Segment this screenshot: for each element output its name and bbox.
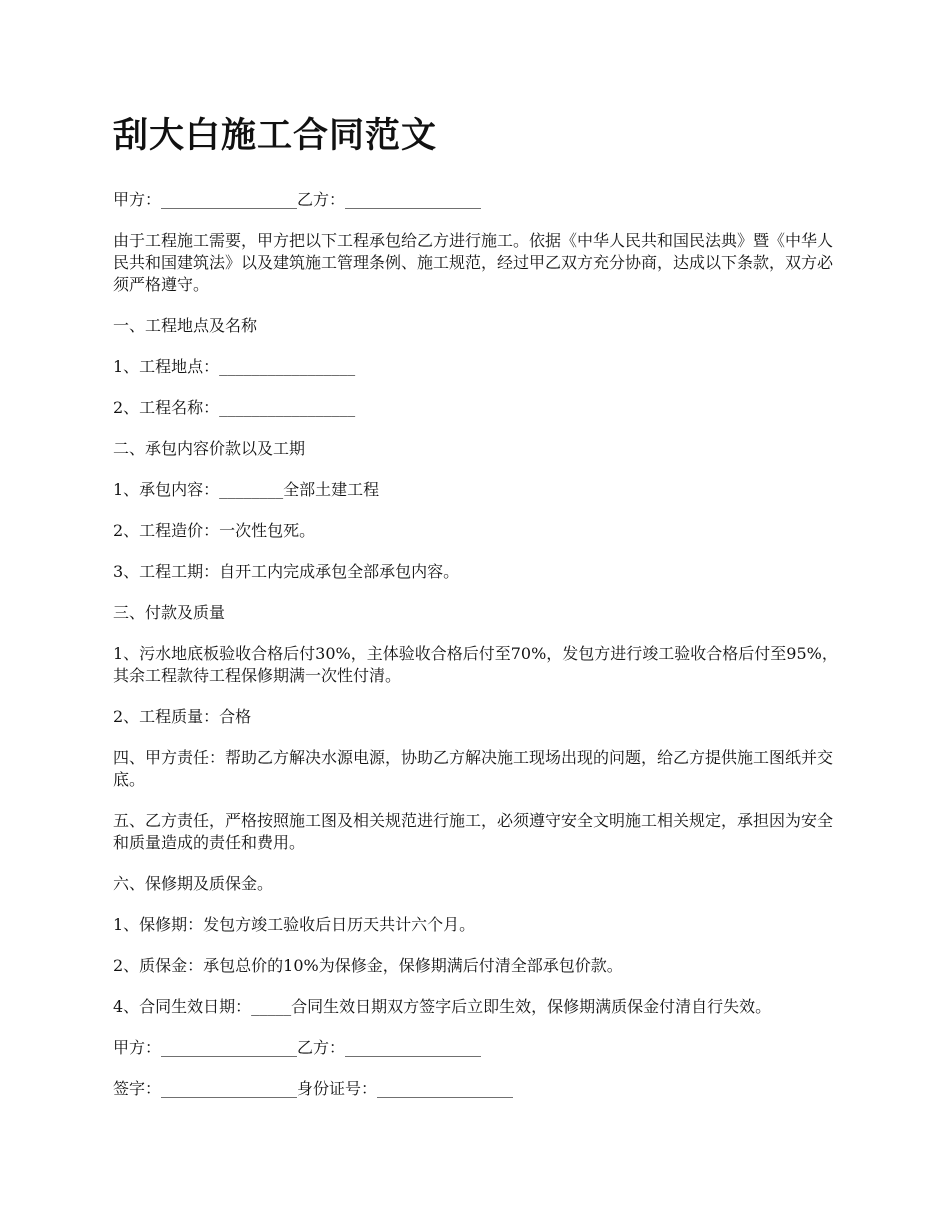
section-heading: 五、乙方责任，严格按照施工图及相关规范进行施工，必须遵守安全文明施工相关规定，承担因为安全和质量造成的责任和费用。 [113, 811, 834, 852]
clause-item: 2、工程造价：一次性包死。 [113, 521, 316, 540]
clause-item: 2、工程名称：_________________ [113, 398, 356, 417]
section-heading: 二、承包内容价款以及工期 [113, 439, 306, 458]
clause-item: 2、质保金：承包总价的10%为保修金，保修期满后付清全部承包价款。 [113, 956, 623, 975]
clause-item: 1、污水地底板验收合格后付30%，主体验收合格后付至70%，发包方进行竣工验收合格后付至95%，其余工程款待工程保修期满一次性付清。 [113, 644, 838, 685]
section-heading: 四、甲方责任：帮助乙方解决水源电源，协助乙方解决施工现场出现的问题，给乙方提供施工图纸并交底。 [113, 748, 834, 789]
clause-item: 2、工程质量：合格 [113, 707, 252, 726]
clause-item: 1、工程地点：_________________ [113, 357, 356, 376]
signature-line: 签字：_________________身份证号：_________________ [113, 1079, 514, 1098]
clause-item: 1、保修期：发包方竣工验收后日历天共计六个月。 [113, 915, 476, 934]
document-page [113, 112, 843, 1100]
section-heading: 一、工程地点及名称 [113, 316, 258, 335]
clause-item: 3、工程工期：自开工内完成承包全部承包内容。 [113, 562, 460, 581]
intro-paragraph: 由于工程施工需要，甲方把以下工程承包给乙方进行施工。依据《中华人民共和国民法典》暨《中华人民共和国建筑法》以及建筑施工管理条例、施工规范，经过甲乙双方充分协商，达成以下条款，双方必须严格遵守。 [113, 231, 834, 294]
clause-item: 4、合同生效日期：_____合同生效日期双方签字后立即生效，保修期满质保金付清自行失效。 [113, 997, 772, 1016]
party-line: 甲方：_________________乙方：_________________ [113, 1038, 482, 1057]
section-heading: 三、付款及质量 [113, 603, 226, 622]
clause-item: 1、承包内容：________全部土建工程 [113, 480, 380, 499]
document-title: 刮大白施工合同范文 [113, 115, 438, 156]
section-heading: 六、保修期及质保金。 [113, 874, 274, 893]
party-line: 甲方：_________________乙方：_________________ [113, 190, 482, 209]
